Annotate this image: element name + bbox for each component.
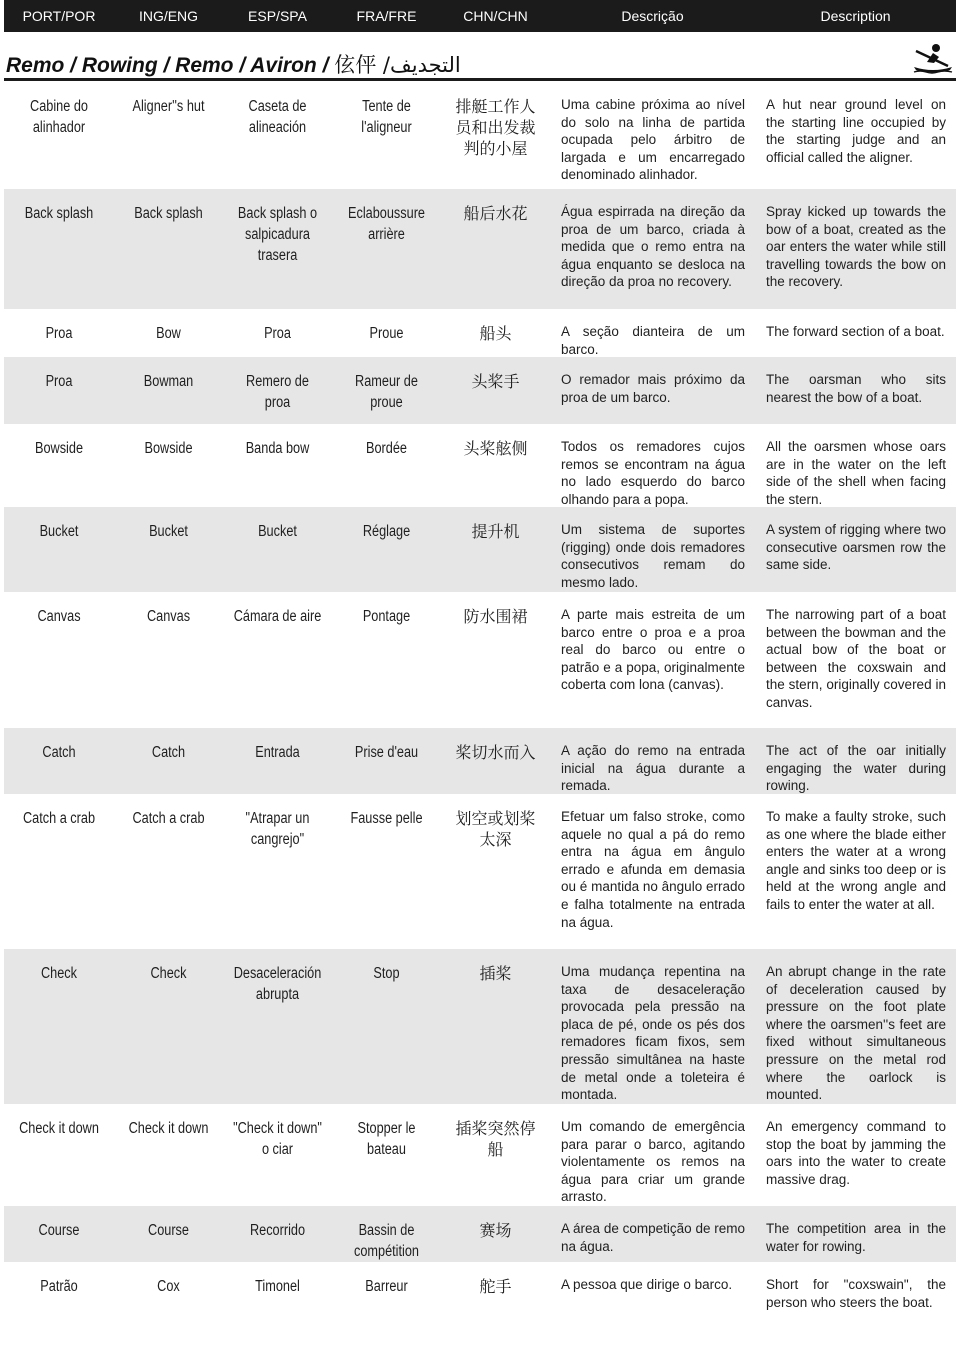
term-spa: Banda bow	[245, 440, 310, 457]
table-row	[4, 309, 956, 357]
description-en: The competition area in the water for rowing.	[766, 1221, 946, 1254]
term-eng: Bucket	[149, 523, 188, 540]
term-fra: Barreur	[365, 1278, 408, 1295]
term-eng: Cox	[157, 1278, 180, 1295]
term-chn: 桨切水而入	[455, 743, 536, 762]
column-header-por: PORT/POR	[22, 8, 96, 24]
term-fra: Bassin de compétition	[353, 1222, 419, 1260]
description-en: Spray kicked up towards the bow of a boat, created as the oar enters the water while still travelling towards the bow on the recovery.	[766, 204, 946, 290]
term-spa: Proa	[264, 325, 291, 342]
table-row	[4, 592, 956, 728]
term-chn: 防水围裙	[463, 607, 528, 626]
section-title-arabic: /التجديف	[376, 53, 461, 77]
term-fra: Eclaboussure arrière	[347, 205, 426, 243]
description-en: A hut near ground level on the starting line occupied by the starting judge and an official called the aligner.	[766, 97, 946, 165]
description-pt: Todos os remadores cujos remos se encontram na água no lado esquerdo do barco olhando para a popa.	[561, 439, 745, 507]
term-spa: Recorrido	[249, 1222, 306, 1239]
description-en: The forward section of a boat.	[766, 324, 945, 339]
term-spa: Back splash o salpicadura trasera	[237, 205, 318, 264]
term-fra: Proue	[369, 325, 404, 342]
term-fra: Bordée	[366, 440, 407, 457]
column-header-chn: CHN/CHN	[463, 8, 528, 24]
table-row	[4, 424, 956, 507]
term-chn: 船后水花	[463, 204, 528, 223]
term-fra: Tente de l'aligneur	[361, 98, 412, 136]
term-chn: 舵手	[479, 1277, 512, 1296]
description-en: The narrowing part of a boat between the bowman and the actual bow of the boat or between the coxswain and the stern, originally covered in canvas.	[766, 607, 946, 710]
term-por: Patrão	[40, 1278, 78, 1295]
term-por: Course	[38, 1222, 80, 1239]
description-pt: Água espirrada na direção da proa de um barco, criada à medida que o remo entra na água enquanto se desloca na direção da proa no recovery.	[561, 204, 745, 290]
term-eng: Course	[148, 1222, 189, 1239]
term-por: Cabine do alinhador	[30, 98, 88, 136]
term-spa: "Atrapar un cangrejo"	[245, 810, 310, 848]
term-chn: 排艇工作人员和出发裁判的小屋	[455, 97, 536, 158]
column-header-eng: ING/ENG	[138, 8, 199, 24]
column-header-bar	[4, 0, 956, 32]
table-row	[4, 949, 956, 1104]
description-en: The oarsman who sits nearest the bow of a boat.	[766, 372, 946, 405]
description-pt: O remador mais próximo da proa de um barco.	[561, 372, 745, 405]
description-en: A system of rigging where two consecutive oarsmen row the same side.	[766, 522, 946, 573]
term-spa: Cámara de aire	[233, 608, 322, 625]
description-pt: A pessoa que dirige o barco.	[561, 1277, 733, 1292]
term-por: Bowside	[34, 440, 84, 457]
term-chn: 头桨舷侧	[463, 439, 528, 458]
term-por: Catch a crab	[22, 810, 96, 827]
table-row	[4, 357, 956, 424]
term-eng: Bowman	[143, 373, 194, 390]
term-por: Catch	[42, 744, 76, 761]
column-header-desc-en: Description	[820, 8, 891, 24]
term-fra: Pontage	[362, 608, 411, 625]
table-row	[4, 1206, 956, 1262]
term-chn: 插桨突然停船	[455, 1119, 536, 1159]
term-fra: Fausse pelle	[350, 810, 423, 827]
term-chn: 赛场	[479, 1221, 512, 1240]
term-chn: 船头	[479, 324, 512, 343]
section-title-chinese: 伭伻	[334, 53, 377, 77]
description-pt: A parte mais estreita de um barco entre o proa e a proa real do barco ou entre o patrão e a popa, originalmente coberta com lona (canvas).	[561, 607, 745, 693]
description-en: Short for "coxswain", the person who steers the boat.	[766, 1277, 946, 1310]
description-en: An abrupt change in the rate of deceleration caused by pressure on the foot plate where the oarsmen''s feet are fixed without simultaneous pressure on the metal rod where the oarlock is mounted.	[766, 964, 946, 1103]
term-spa: Timonel	[255, 1278, 300, 1295]
description-en: An emergency command to stop the boat by jamming the oars into the water to create massive drag.	[766, 1119, 946, 1187]
term-por: Proa	[45, 325, 73, 342]
term-por: Canvas	[37, 608, 81, 625]
description-pt: Uma cabine próxima ao nível do solo na linha de partida ocupada pelo árbitro de largada e um encarregado denominado alinhador.	[561, 97, 745, 183]
rower-icon	[912, 42, 954, 74]
term-fra: Réglage	[362, 523, 411, 540]
description-pt: Um comando de emergência para parar o barco, agitando violentamente os remos na água para criar um grande arrasto.	[561, 1119, 745, 1205]
term-eng: Bowside	[144, 440, 193, 457]
term-por: Bucket	[39, 523, 79, 540]
term-por: Back splash	[24, 205, 94, 222]
table-row	[4, 1262, 956, 1342]
description-pt: A seção dianteira de um barco.	[561, 324, 745, 357]
table-row	[4, 794, 956, 949]
description-pt: A ação do remo na entrada inicial na água durante a remada.	[561, 743, 745, 794]
term-spa: Bucket	[258, 523, 297, 540]
term-por: Proa	[45, 373, 73, 390]
column-header-spa: ESP/SPA	[248, 8, 307, 24]
term-chn: 头桨手	[471, 372, 520, 391]
term-spa: Remero de proa	[246, 373, 309, 411]
column-header-fra: FRA/FRE	[356, 8, 417, 24]
description-en: To make a faulty stroke, such as one where the blade either enters the water at a wrong angle and sinks too deep or is held at the wrong angle and fails to enter the water at all.	[766, 809, 946, 912]
glossary-table	[4, 82, 956, 1342]
term-por: Check it down	[19, 1120, 99, 1137]
term-eng: Canvas	[146, 608, 191, 625]
column-header-desc-pt: Descrição	[621, 8, 684, 24]
table-row	[4, 728, 956, 794]
description-pt: Uma mudança repentina na taxa de desaceleração provocada pela pressão na placa de pé, onde os pés dos remadores ficam fixos, sem pressão simultânea na haste de metal onde a toleteira é montada.	[561, 964, 745, 1103]
term-eng: Aligner''s hut	[132, 98, 205, 115]
term-eng: Back splash	[134, 205, 203, 222]
term-fra: Stopper le bateau	[357, 1120, 416, 1158]
term-chn: 划空或划桨太深	[455, 809, 536, 849]
term-spa: Entrada	[255, 744, 300, 761]
term-fra: Rameur de proue	[355, 373, 418, 411]
title-rule	[4, 78, 956, 81]
description-pt: Efetuar um falso stroke, como aquele no qual a pá do remo entra na água em ângulo errado e afunda em demasia ou é mantida no ângulo errado e falha totalmente na entrada na água.	[561, 809, 745, 930]
term-por: Check	[40, 965, 78, 982]
term-spa: "Check it down" o ciar	[233, 1120, 322, 1158]
term-fra: Prise d'eau	[354, 744, 419, 761]
term-eng: Catch	[151, 744, 186, 761]
section-title-row	[4, 40, 956, 80]
term-chn: 插桨	[479, 964, 512, 983]
description-en: The act of the oar initially engaging the water during rowing.	[766, 743, 946, 794]
term-eng: Check it down	[128, 1120, 209, 1137]
term-fra: Stop	[373, 965, 400, 982]
table-row	[4, 82, 956, 189]
term-eng: Bow	[156, 325, 181, 342]
description-en: All the oarsmen whose oars are in the water on the left side of the shell when facing the stern.	[766, 439, 946, 507]
section-title	[6, 49, 461, 79]
description-pt: Um sistema de suportes (rigging) onde dois remadores consecutivos remam do mesmo lado.	[561, 522, 745, 590]
term-eng: Check	[150, 965, 187, 982]
section-title-latin: Remo / Rowing / Remo / Aviron /	[6, 54, 335, 77]
term-spa: Desaceleración abrupta	[233, 965, 322, 1003]
table-row	[4, 1104, 956, 1206]
term-chn: 提升机	[471, 522, 520, 541]
term-eng: Catch a crab	[132, 810, 205, 827]
table-row	[4, 507, 956, 592]
description-pt: A área de competição de remo na água.	[561, 1221, 745, 1254]
term-spa: Caseta de alineación	[248, 98, 307, 136]
table-row	[4, 189, 956, 309]
